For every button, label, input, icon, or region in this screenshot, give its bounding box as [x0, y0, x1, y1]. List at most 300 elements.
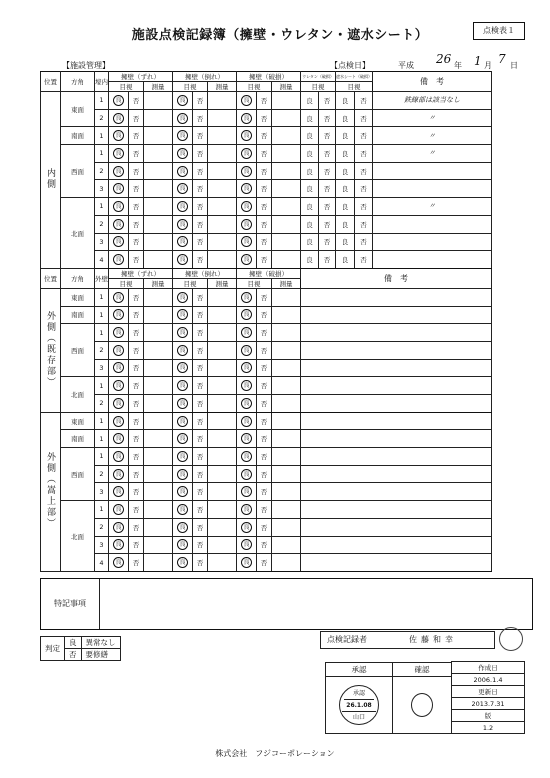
measure-cell[interactable]: [208, 145, 237, 163]
ng-cell[interactable]: 否: [257, 395, 272, 413]
sheet-ok-cell[interactable]: 良: [336, 233, 355, 251]
measure-cell[interactable]: [272, 430, 301, 448]
sheet-ok-cell[interactable]: 良: [336, 127, 355, 145]
ng-cell[interactable]: 否: [129, 341, 144, 359]
ok-cell[interactable]: [109, 501, 129, 519]
measure-cell[interactable]: [208, 341, 237, 359]
measure-cell[interactable]: [272, 448, 301, 466]
measure-cell[interactable]: [272, 215, 301, 233]
ok-cell[interactable]: [173, 324, 193, 342]
remarks-cell[interactable]: [301, 430, 492, 448]
ok-cell[interactable]: [237, 288, 257, 306]
measure-cell[interactable]: [144, 536, 173, 554]
measure-cell[interactable]: [272, 233, 301, 251]
measure-cell[interactable]: [272, 109, 301, 127]
measure-cell[interactable]: [208, 198, 237, 216]
sheet-ng-cell[interactable]: 否: [355, 251, 373, 269]
ok-cell[interactable]: [237, 395, 257, 413]
remarks-cell[interactable]: [373, 251, 492, 269]
ng-cell[interactable]: 否: [129, 215, 144, 233]
ok-cell[interactable]: [237, 465, 257, 483]
ng-cell[interactable]: 否: [257, 341, 272, 359]
remarks-cell[interactable]: [301, 306, 492, 324]
ok-cell[interactable]: [109, 518, 129, 536]
measure-cell[interactable]: [208, 430, 237, 448]
ng-cell[interactable]: 否: [129, 145, 144, 163]
urethane-ng-cell[interactable]: 否: [319, 145, 336, 163]
measure-cell[interactable]: [144, 324, 173, 342]
ng-cell[interactable]: 否: [193, 109, 208, 127]
ok-cell[interactable]: [109, 430, 129, 448]
ok-cell[interactable]: [237, 430, 257, 448]
measure-cell[interactable]: [272, 483, 301, 501]
ng-cell[interactable]: 否: [257, 109, 272, 127]
ng-cell[interactable]: 否: [193, 198, 208, 216]
ng-cell[interactable]: 否: [129, 536, 144, 554]
measure-cell[interactable]: [144, 518, 173, 536]
ng-cell[interactable]: 否: [257, 198, 272, 216]
ok-cell[interactable]: [109, 483, 129, 501]
measure-cell[interactable]: [144, 109, 173, 127]
urethane-ng-cell[interactable]: 否: [319, 251, 336, 269]
measure-cell[interactable]: [208, 501, 237, 519]
measure-cell[interactable]: [208, 233, 237, 251]
urethane-ng-cell[interactable]: 否: [319, 215, 336, 233]
ok-cell[interactable]: [173, 430, 193, 448]
ok-cell[interactable]: [173, 377, 193, 395]
remarks-cell[interactable]: 〃: [373, 198, 492, 216]
ok-cell[interactable]: [237, 162, 257, 180]
ng-cell[interactable]: 否: [257, 430, 272, 448]
remarks-cell[interactable]: [301, 518, 492, 536]
ng-cell[interactable]: 否: [129, 162, 144, 180]
ok-cell[interactable]: [109, 288, 129, 306]
ng-cell[interactable]: 否: [257, 377, 272, 395]
measure-cell[interactable]: [208, 109, 237, 127]
urethane-ok-cell[interactable]: 良: [301, 233, 319, 251]
ok-cell[interactable]: [109, 92, 129, 110]
ok-cell[interactable]: [237, 251, 257, 269]
ng-cell[interactable]: 否: [193, 233, 208, 251]
urethane-ok-cell[interactable]: 良: [301, 127, 319, 145]
ng-cell[interactable]: 否: [257, 288, 272, 306]
measure-cell[interactable]: [144, 162, 173, 180]
measure-cell[interactable]: [272, 251, 301, 269]
measure-cell[interactable]: [208, 251, 237, 269]
ng-cell[interactable]: 否: [257, 145, 272, 163]
ng-cell[interactable]: 否: [257, 324, 272, 342]
measure-cell[interactable]: [208, 465, 237, 483]
remarks-cell[interactable]: [301, 359, 492, 377]
measure-cell[interactable]: [144, 359, 173, 377]
urethane-ok-cell[interactable]: 良: [301, 162, 319, 180]
ok-cell[interactable]: [173, 483, 193, 501]
ng-cell[interactable]: 否: [193, 306, 208, 324]
ok-cell[interactable]: [109, 306, 129, 324]
measure-cell[interactable]: [272, 341, 301, 359]
measure-cell[interactable]: [208, 536, 237, 554]
ng-cell[interactable]: 否: [129, 377, 144, 395]
ng-cell[interactable]: 否: [193, 412, 208, 430]
ng-cell[interactable]: 否: [129, 412, 144, 430]
ok-cell[interactable]: [237, 306, 257, 324]
measure-cell[interactable]: [144, 198, 173, 216]
ng-cell[interactable]: 否: [193, 92, 208, 110]
ng-cell[interactable]: 否: [257, 180, 272, 198]
ng-cell[interactable]: 否: [257, 127, 272, 145]
ng-cell[interactable]: 否: [257, 465, 272, 483]
ok-cell[interactable]: [109, 412, 129, 430]
ng-cell[interactable]: 否: [129, 430, 144, 448]
ng-cell[interactable]: 否: [257, 162, 272, 180]
ng-cell[interactable]: 否: [193, 359, 208, 377]
measure-cell[interactable]: [272, 465, 301, 483]
ok-cell[interactable]: [173, 127, 193, 145]
ng-cell[interactable]: 否: [129, 180, 144, 198]
ok-cell[interactable]: [237, 92, 257, 110]
measure-cell[interactable]: [272, 518, 301, 536]
ok-cell[interactable]: [109, 251, 129, 269]
measure-cell[interactable]: [144, 448, 173, 466]
ng-cell[interactable]: 否: [129, 288, 144, 306]
ok-cell[interactable]: [237, 377, 257, 395]
sheet-ng-cell[interactable]: 否: [355, 127, 373, 145]
ok-cell[interactable]: [109, 162, 129, 180]
ok-cell[interactable]: [173, 145, 193, 163]
sheet-ok-cell[interactable]: 良: [336, 109, 355, 127]
ng-cell[interactable]: 否: [193, 377, 208, 395]
measure-cell[interactable]: [144, 306, 173, 324]
measure-cell[interactable]: [144, 395, 173, 413]
ok-cell[interactable]: [237, 483, 257, 501]
ng-cell[interactable]: 否: [257, 448, 272, 466]
ok-cell[interactable]: [109, 359, 129, 377]
ng-cell[interactable]: 否: [193, 501, 208, 519]
remarks-cell[interactable]: [301, 483, 492, 501]
ok-cell[interactable]: [109, 180, 129, 198]
ng-cell[interactable]: 否: [193, 483, 208, 501]
remarks-cell[interactable]: [373, 180, 492, 198]
ok-cell[interactable]: [237, 359, 257, 377]
ok-cell[interactable]: [109, 145, 129, 163]
ng-cell[interactable]: 否: [129, 127, 144, 145]
ng-cell[interactable]: 否: [193, 180, 208, 198]
measure-cell[interactable]: [144, 251, 173, 269]
ok-cell[interactable]: [173, 501, 193, 519]
sheet-ng-cell[interactable]: 否: [355, 198, 373, 216]
remarks-cell[interactable]: [301, 395, 492, 413]
sheet-ng-cell[interactable]: 否: [355, 109, 373, 127]
measure-cell[interactable]: [208, 288, 237, 306]
measure-cell[interactable]: [272, 180, 301, 198]
ng-cell[interactable]: 否: [129, 395, 144, 413]
ok-cell[interactable]: [173, 215, 193, 233]
ok-cell[interactable]: [173, 448, 193, 466]
ok-cell[interactable]: [237, 180, 257, 198]
ok-cell[interactable]: [173, 518, 193, 536]
measure-cell[interactable]: [144, 341, 173, 359]
measure-cell[interactable]: [272, 412, 301, 430]
ok-cell[interactable]: [237, 127, 257, 145]
remarks-cell[interactable]: [301, 536, 492, 554]
ng-cell[interactable]: 否: [129, 448, 144, 466]
ok-cell[interactable]: [109, 233, 129, 251]
ng-cell[interactable]: 否: [129, 324, 144, 342]
ng-cell[interactable]: 否: [129, 501, 144, 519]
urethane-ok-cell[interactable]: 良: [301, 198, 319, 216]
measure-cell[interactable]: [272, 92, 301, 110]
remarks-cell[interactable]: 鉄線部は該当なし: [373, 92, 492, 110]
measure-cell[interactable]: [144, 430, 173, 448]
ng-cell[interactable]: 否: [257, 306, 272, 324]
measure-cell[interactable]: [208, 554, 237, 572]
ok-cell[interactable]: [237, 324, 257, 342]
ng-cell[interactable]: 否: [193, 430, 208, 448]
ok-cell[interactable]: [173, 109, 193, 127]
urethane-ng-cell[interactable]: 否: [319, 180, 336, 198]
ok-cell[interactable]: [237, 554, 257, 572]
remarks-cell[interactable]: [373, 162, 492, 180]
ok-cell[interactable]: [109, 395, 129, 413]
measure-cell[interactable]: [272, 288, 301, 306]
remarks-cell[interactable]: 〃: [373, 145, 492, 163]
remarks-cell[interactable]: [301, 554, 492, 572]
ng-cell[interactable]: 否: [257, 554, 272, 572]
ok-cell[interactable]: [237, 536, 257, 554]
ok-cell[interactable]: [237, 501, 257, 519]
measure-cell[interactable]: [208, 359, 237, 377]
ng-cell[interactable]: 否: [257, 359, 272, 377]
measure-cell[interactable]: [144, 288, 173, 306]
ok-cell[interactable]: [109, 198, 129, 216]
ok-cell[interactable]: [109, 341, 129, 359]
ng-cell[interactable]: 否: [257, 518, 272, 536]
special-notes-box[interactable]: [40, 578, 533, 630]
ng-cell[interactable]: 否: [257, 251, 272, 269]
measure-cell[interactable]: [208, 518, 237, 536]
urethane-ok-cell[interactable]: 良: [301, 109, 319, 127]
urethane-ng-cell[interactable]: 否: [319, 109, 336, 127]
ok-cell[interactable]: [237, 518, 257, 536]
ng-cell[interactable]: 否: [129, 518, 144, 536]
measure-cell[interactable]: [208, 215, 237, 233]
sheet-ok-cell[interactable]: 良: [336, 145, 355, 163]
measure-cell[interactable]: [144, 412, 173, 430]
ng-cell[interactable]: 否: [129, 554, 144, 572]
ng-cell[interactable]: 否: [193, 448, 208, 466]
ng-cell[interactable]: 否: [257, 412, 272, 430]
ng-cell[interactable]: 否: [257, 483, 272, 501]
ok-cell[interactable]: [173, 412, 193, 430]
measure-cell[interactable]: [144, 92, 173, 110]
remarks-cell[interactable]: [301, 288, 492, 306]
ok-cell[interactable]: [173, 251, 193, 269]
ng-cell[interactable]: 否: [129, 483, 144, 501]
ok-cell[interactable]: [237, 233, 257, 251]
ok-cell[interactable]: [173, 465, 193, 483]
ok-cell[interactable]: [173, 198, 193, 216]
ok-cell[interactable]: [173, 306, 193, 324]
measure-cell[interactable]: [144, 145, 173, 163]
ok-cell[interactable]: [237, 341, 257, 359]
remarks-cell[interactable]: [301, 377, 492, 395]
measure-cell[interactable]: [208, 180, 237, 198]
ng-cell[interactable]: 否: [193, 395, 208, 413]
measure-cell[interactable]: [144, 180, 173, 198]
ok-cell[interactable]: [173, 536, 193, 554]
remarks-cell[interactable]: [301, 324, 492, 342]
measure-cell[interactable]: [208, 127, 237, 145]
measure-cell[interactable]: [208, 395, 237, 413]
ok-cell[interactable]: [173, 92, 193, 110]
measure-cell[interactable]: [144, 554, 173, 572]
remarks-cell[interactable]: [301, 501, 492, 519]
measure-cell[interactable]: [272, 324, 301, 342]
measure-cell[interactable]: [272, 198, 301, 216]
measure-cell[interactable]: [272, 359, 301, 377]
ng-cell[interactable]: 否: [129, 306, 144, 324]
remarks-cell[interactable]: [301, 341, 492, 359]
ng-cell[interactable]: 否: [129, 251, 144, 269]
ok-cell[interactable]: [173, 554, 193, 572]
ng-cell[interactable]: 否: [193, 145, 208, 163]
ok-cell[interactable]: [109, 109, 129, 127]
measure-cell[interactable]: [272, 536, 301, 554]
ng-cell[interactable]: 否: [129, 465, 144, 483]
ok-cell[interactable]: [109, 554, 129, 572]
ng-cell[interactable]: 否: [193, 536, 208, 554]
measure-cell[interactable]: [272, 145, 301, 163]
urethane-ng-cell[interactable]: 否: [319, 127, 336, 145]
measure-cell[interactable]: [272, 501, 301, 519]
urethane-ng-cell[interactable]: 否: [319, 92, 336, 110]
measure-cell[interactable]: [272, 395, 301, 413]
sheet-ng-cell[interactable]: 否: [355, 233, 373, 251]
measure-cell[interactable]: [208, 377, 237, 395]
sheet-ng-cell[interactable]: 否: [355, 145, 373, 163]
measure-cell[interactable]: [144, 233, 173, 251]
urethane-ng-cell[interactable]: 否: [319, 233, 336, 251]
ng-cell[interactable]: 否: [257, 215, 272, 233]
ng-cell[interactable]: 否: [129, 198, 144, 216]
ng-cell[interactable]: 否: [129, 92, 144, 110]
ok-cell[interactable]: [173, 162, 193, 180]
measure-cell[interactable]: [144, 483, 173, 501]
ng-cell[interactable]: 否: [257, 92, 272, 110]
ng-cell[interactable]: 否: [129, 233, 144, 251]
ng-cell[interactable]: 否: [193, 554, 208, 572]
ok-cell[interactable]: [237, 198, 257, 216]
ok-cell[interactable]: [109, 215, 129, 233]
ng-cell[interactable]: 否: [193, 127, 208, 145]
sheet-ng-cell[interactable]: 否: [355, 162, 373, 180]
urethane-ng-cell[interactable]: 否: [319, 198, 336, 216]
measure-cell[interactable]: [272, 306, 301, 324]
urethane-ok-cell[interactable]: 良: [301, 251, 319, 269]
urethane-ng-cell[interactable]: 否: [319, 162, 336, 180]
ok-cell[interactable]: [109, 465, 129, 483]
measure-cell[interactable]: [272, 162, 301, 180]
ng-cell[interactable]: 否: [193, 162, 208, 180]
remarks-cell[interactable]: 〃: [373, 109, 492, 127]
ok-cell[interactable]: [173, 180, 193, 198]
sheet-ok-cell[interactable]: 良: [336, 251, 355, 269]
ng-cell[interactable]: 否: [193, 465, 208, 483]
sheet-ng-cell[interactable]: 否: [355, 180, 373, 198]
measure-cell[interactable]: [272, 127, 301, 145]
measure-cell[interactable]: [208, 448, 237, 466]
remarks-cell[interactable]: 〃: [373, 127, 492, 145]
measure-cell[interactable]: [208, 306, 237, 324]
sheet-ok-cell[interactable]: 良: [336, 92, 355, 110]
ok-cell[interactable]: [109, 536, 129, 554]
ng-cell[interactable]: 否: [257, 501, 272, 519]
sheet-ok-cell[interactable]: 良: [336, 162, 355, 180]
ok-cell[interactable]: [237, 412, 257, 430]
measure-cell[interactable]: [272, 377, 301, 395]
ng-cell[interactable]: 否: [257, 536, 272, 554]
ng-cell[interactable]: 否: [129, 359, 144, 377]
measure-cell[interactable]: [208, 162, 237, 180]
measure-cell[interactable]: [208, 324, 237, 342]
sheet-ok-cell[interactable]: 良: [336, 198, 355, 216]
ok-cell[interactable]: [109, 127, 129, 145]
remarks-cell[interactable]: [301, 448, 492, 466]
ng-cell[interactable]: 否: [257, 233, 272, 251]
ng-cell[interactable]: 否: [129, 109, 144, 127]
sheet-ng-cell[interactable]: 否: [355, 92, 373, 110]
ok-cell[interactable]: [237, 448, 257, 466]
measure-cell[interactable]: [272, 554, 301, 572]
urethane-ok-cell[interactable]: 良: [301, 92, 319, 110]
ok-cell[interactable]: [173, 233, 193, 251]
ok-cell[interactable]: [237, 215, 257, 233]
measure-cell[interactable]: [144, 215, 173, 233]
ok-cell[interactable]: [173, 359, 193, 377]
ng-cell[interactable]: 否: [193, 324, 208, 342]
sheet-ok-cell[interactable]: 良: [336, 180, 355, 198]
ok-cell[interactable]: [173, 341, 193, 359]
measure-cell[interactable]: [208, 412, 237, 430]
ok-cell[interactable]: [173, 288, 193, 306]
ng-cell[interactable]: 否: [193, 518, 208, 536]
urethane-ok-cell[interactable]: 良: [301, 215, 319, 233]
remarks-cell[interactable]: [301, 465, 492, 483]
ng-cell[interactable]: 否: [193, 251, 208, 269]
ng-cell[interactable]: 否: [193, 288, 208, 306]
ng-cell[interactable]: 否: [193, 215, 208, 233]
urethane-ok-cell[interactable]: 良: [301, 145, 319, 163]
measure-cell[interactable]: [144, 377, 173, 395]
ok-cell[interactable]: [237, 145, 257, 163]
sheet-ng-cell[interactable]: 否: [355, 215, 373, 233]
sheet-ok-cell[interactable]: 良: [336, 215, 355, 233]
remarks-cell[interactable]: [373, 233, 492, 251]
remarks-cell[interactable]: [301, 412, 492, 430]
measure-cell[interactable]: [144, 501, 173, 519]
ok-cell[interactable]: [109, 324, 129, 342]
ok-cell[interactable]: [109, 448, 129, 466]
ok-cell[interactable]: [109, 377, 129, 395]
measure-cell[interactable]: [208, 483, 237, 501]
remarks-cell[interactable]: [373, 215, 492, 233]
urethane-ok-cell[interactable]: 良: [301, 180, 319, 198]
ng-cell[interactable]: 否: [193, 341, 208, 359]
measure-cell[interactable]: [144, 465, 173, 483]
ok-cell[interactable]: [237, 109, 257, 127]
ok-cell[interactable]: [173, 395, 193, 413]
measure-cell[interactable]: [144, 127, 173, 145]
